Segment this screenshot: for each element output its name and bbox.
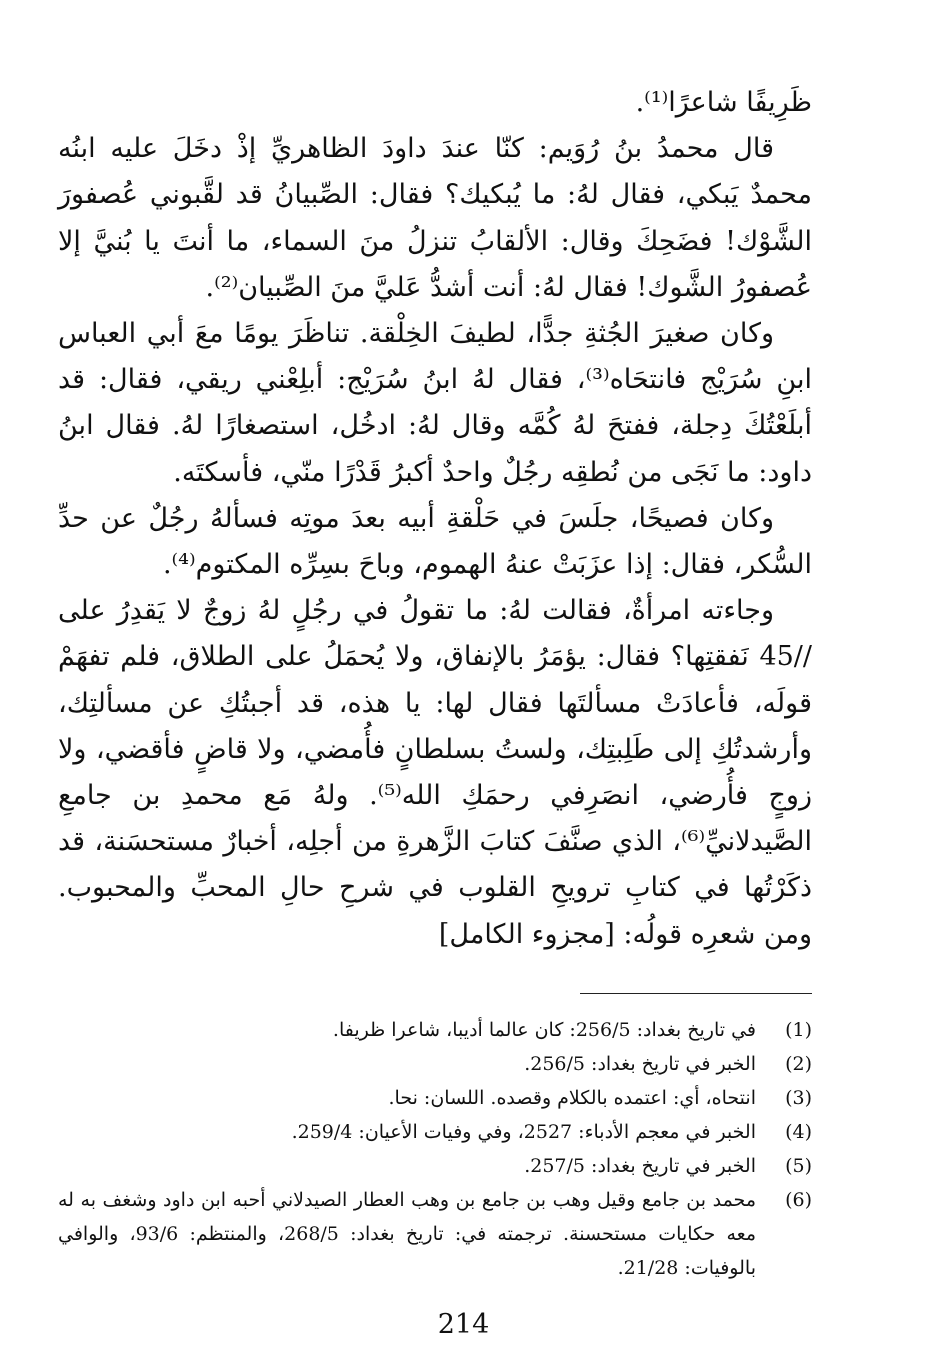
- footnotes: [58, 1013, 812, 1285]
- footnote-text: الخبر في معجم الأدباء: 2527، وفي وفيات الأعيان: 259/4.: [291, 1121, 756, 1143]
- main-text: [58, 80, 812, 958]
- footnote-text: انتحاه، أي: اعتمده بالكلام وقصده. اللسان: نحا.: [388, 1087, 756, 1109]
- footnote-number: (2): [785, 1053, 812, 1075]
- footnote-5: [58, 1149, 812, 1183]
- footnote-separator: [580, 993, 812, 994]
- footnote-text: الخبر في تاريخ بغداد: 257/5.: [524, 1155, 756, 1177]
- footnote-number: (1): [785, 1019, 812, 1041]
- paragraph-3: وكان صغيرَ الجُثةِ جدًّا، لطيفَ الخِلْقة. تناظَرَ يومًا معَ أبي العباس ابنِ سُرَيْج فانتحَاه⁽³⁾، فقال لهُ ابنُ سُرَيْج: أبلِعْني ريقي، فقال: قد أبلَعْتُكَ دِجلة، ففتحَ لهُ كُمَّه وقال لهُ: ادخُل، استصغارًا لهُ. فقال ابنُ داود: ما نَجَى من نُطقِه رجُلٌ واحدٌ أكبرُ قَدْرًا منّي، فأسكتَه.: [58, 318, 812, 488]
- footnote-number: (6): [785, 1189, 812, 1211]
- footnote-6: [58, 1183, 812, 1285]
- footnote-text: في تاريخ بغداد: 256/5: كان عالما أديبا، شاعرا ظريفا.: [332, 1019, 756, 1041]
- footnote-2: [58, 1047, 812, 1081]
- footnote-number: (4): [785, 1121, 812, 1143]
- paragraph-1: ظَرِيفًا شاعرًا⁽¹⁾.: [635, 87, 812, 118]
- footnote-4: [58, 1115, 812, 1149]
- footnote-number: (5): [785, 1155, 812, 1177]
- paragraph-2: قال محمدُ بنُ رُوَيم: كنّا عندَ داودَ الظاهريِّ إذْ دخَلَ عليه ابنُه محمدٌ يَبكي، فقال لهُ: ما يُبكيك؟ فقال: الصِّبيانُ قد لقَّبوني عُصفورَ الشَّوْك! فضَحِكَ وقال: الألقابُ تنزلُ منَ السماء، ما أنتَ يا بُنيَّ إلا عُصفورُ الشَّوك! فقال لهُ: أنت أشدُّ عَليَّ منَ الصِّبيان⁽²⁾.: [58, 133, 812, 303]
- paragraph-4: وكان فصيحًا، جلَسَ في حَلْقةِ أبيه بعدَ موتِه فسألهُ رجُلٌ عن حدِّ السُّكر، فقال: إذا عزَبَتْ عنهُ الهموم، وباحَ بسِرِّه المكتوم⁽⁴⁾.: [58, 502, 812, 581]
- footnote-3: [58, 1081, 812, 1115]
- footnote-text: الخبر في تاريخ بغداد: 256/5.: [524, 1053, 756, 1075]
- paragraph-5: وجاءته امرأةٌ، فقالت لهُ: ما تقولُ في رجُلٍ لهُ زوجٌ لا يَقدِرُ على //45 نَفقتِها؟ فقال: يؤمَرُ بالإنفاق، ولا يُحمَلُ على الطلاق، فلم تفهَمْ قولَه، فأعادَتْ مسألتَها فقال لها: يا هذه، قد أجبتُكِ عن مسألتِك، وأرشدتُكِ إلى طَلِبتِك، ولستُ بسلطانٍ فأُمضي، ولا قاضٍ فأقضي، ولا زوجٍ فأُرضي، انصَرِفي رحمَكِ الله⁽⁵⁾. ولهُ مَع محمدِ بن جامعِ الصَّيدلانيِّ⁽⁶⁾، الذي صنَّفَ كتابَ الزَّهرةِ من أجلِه، أخبارٌ مستحسَنة، قد ذكَرْتُها في كتابِ ترويحِ القلوب في شرحِ حالِ المحبِّ والمحبوب. ومن شعرِه قولُه: [مجزوء الكامل]: [58, 595, 812, 950]
- footnote-number: (3): [785, 1087, 812, 1109]
- footnote-1: [58, 1013, 812, 1047]
- footnote-text: محمد بن جامع وقيل وهب بن جامع بن وهب العطار الصيدلاني أحبه ابن داود وشغف به له معه حكايات مستحسنة. ترجمته في: تاريخ بغداد: 268/5، والمنتظم: 93/6، والوافي بالوفيات: 21/28.: [58, 1189, 756, 1279]
- page-number: 214: [437, 1309, 490, 1340]
